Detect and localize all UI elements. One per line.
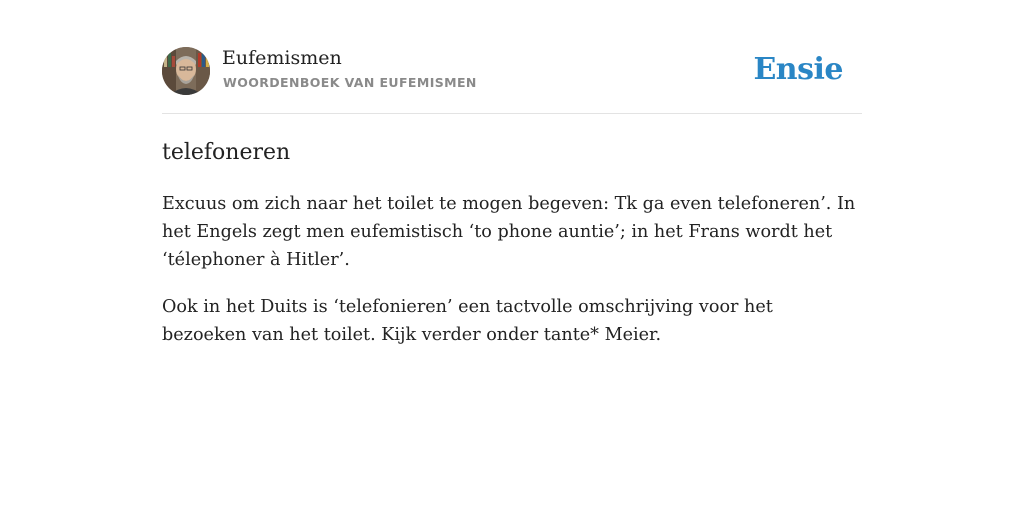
author-subtitle[interactable]: WOORDENBOEK VAN EUFEMISMEN [223, 75, 477, 90]
header [162, 46, 862, 96]
entry-paragraph: Ook in het Duits is ‘telefonieren’ een tactvolle omschrijving voor het bezoeken van het toilet. Kijk verder onder tante* Meier. [162, 297, 773, 345]
entry-body [162, 190, 862, 368]
header-divider [162, 113, 862, 114]
avatar-portrait-icon [162, 47, 210, 95]
avatar[interactable] [162, 47, 210, 95]
entry-paragraph: Excuus om zich naar het toilet te mogen begeven: Tk ga even telefoneren’. In het Engels zegt men eufemistisch ‘to phone auntie’; in het Frans wordt het ‘télephoner à Hitler’. [162, 194, 856, 270]
entry-title: telefoneren [162, 140, 291, 165]
author-name[interactable]: Eufemismen [222, 47, 342, 69]
brand-logo[interactable]: Ensie [753, 52, 843, 87]
